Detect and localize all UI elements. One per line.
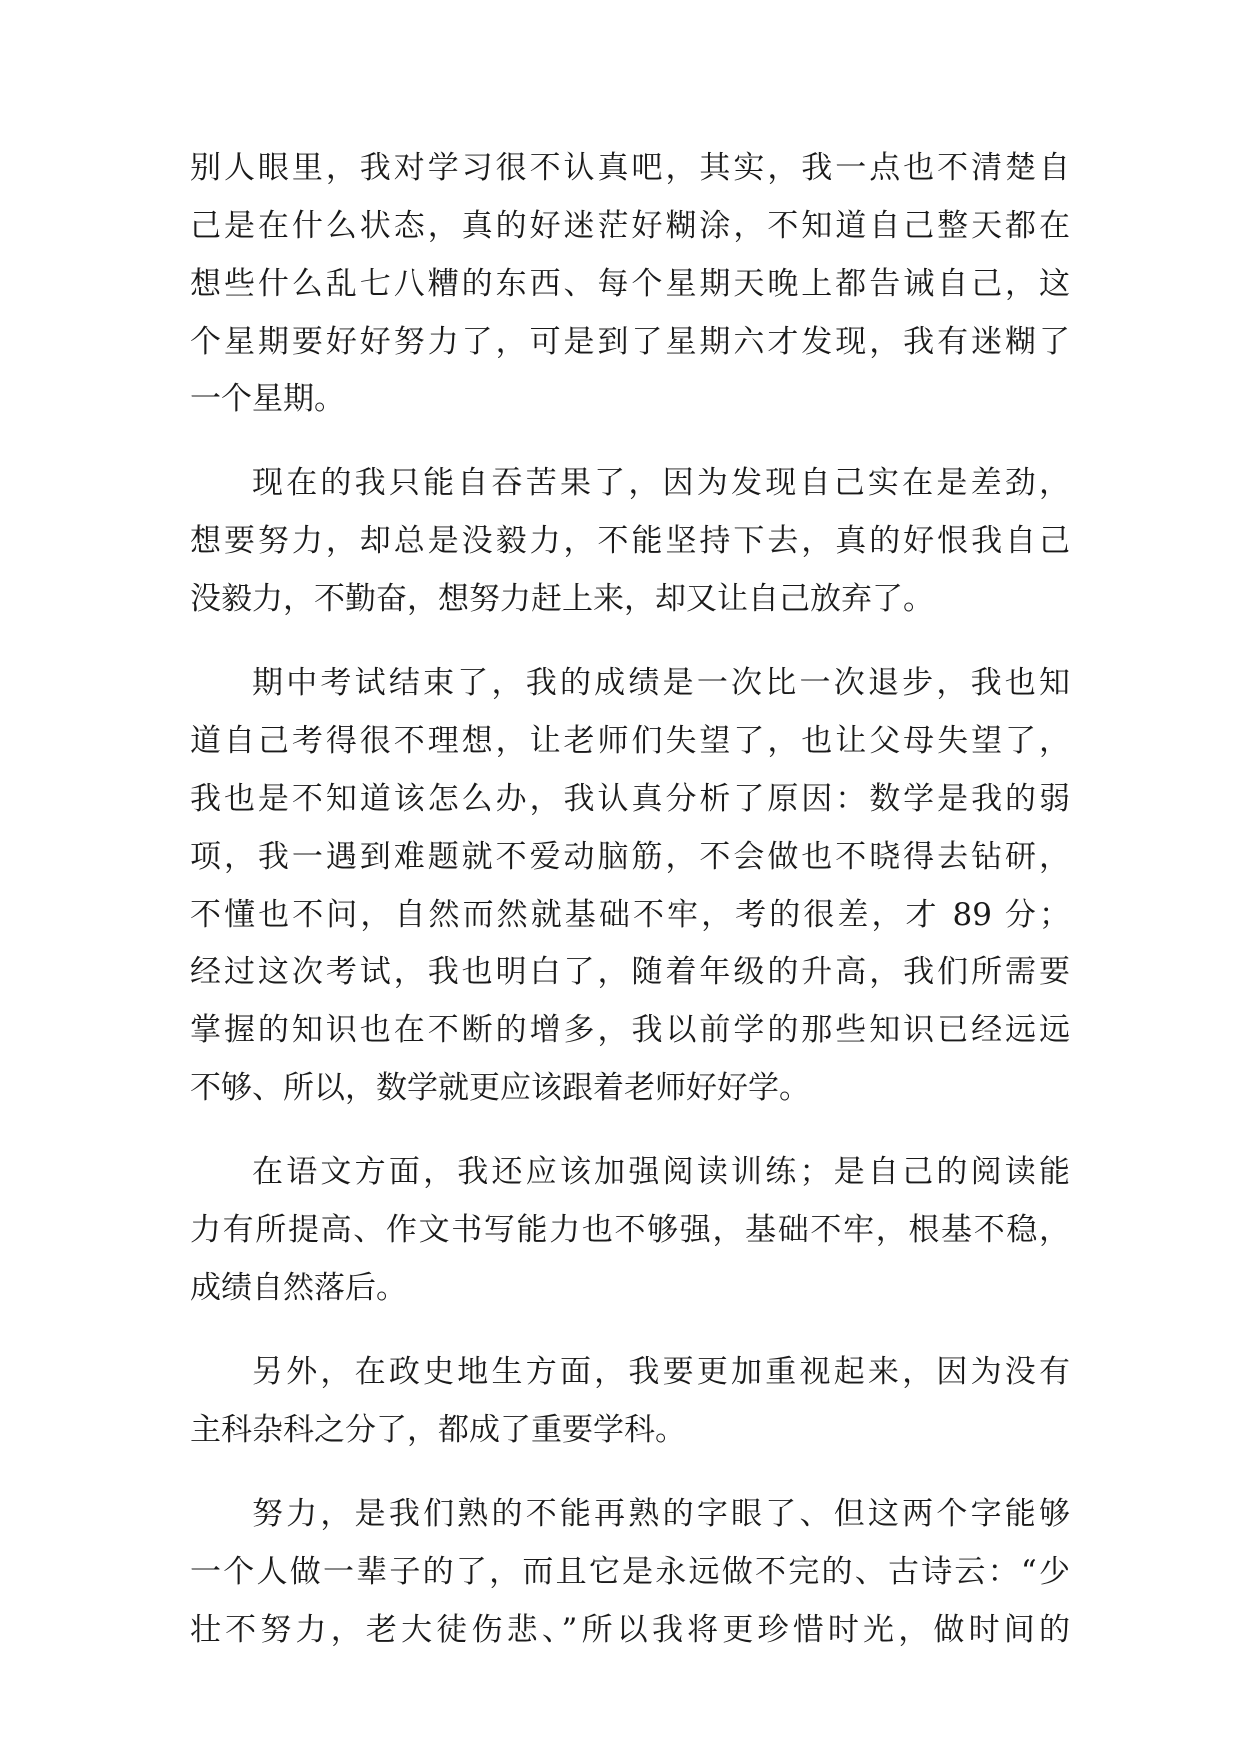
text-line: 不够、所以，数学就更应该跟着老师好好学。: [190, 1070, 810, 1106]
text-line: 不懂也不问，自然而然就基础不牢，考的很差，才 89 分；: [190, 897, 1070, 933]
text-line: 努力，是我们熟的不能再熟的字眼了、但这两个字能够: [252, 1496, 1070, 1532]
text-line: 另外，在政史地生方面，我要更加重视起来，因为没有: [252, 1354, 1070, 1390]
text-line: 没毅力，不勤奋，想努力赶上来，却又让自己放弃了。: [190, 581, 934, 617]
text-line: 想要努力，却总是没毅力，不能坚持下去，真的好恨我自己: [190, 523, 1070, 559]
text-line: 道自己考得很不理想，让老师们失望了，也让父母失望了，: [190, 723, 1070, 759]
text-line: 项，我一遇到难题就不爱动脑筋，不会做也不晓得去钻研，: [190, 839, 1070, 875]
text-line: 主科杂科之分了，都成了重要学科。: [190, 1412, 686, 1448]
text-line: 现在的我只能自吞苦果了，因为发现自己实在是差劲，: [252, 465, 1070, 501]
text-line: 壮不努力，老大徒伤悲、”所以我将更珍惜时光，做时间的: [190, 1612, 1070, 1648]
text-line: 一个星期。: [190, 381, 345, 417]
text-line: 成绩自然落后。: [190, 1270, 407, 1306]
text-line: 一个人做一辈子的了，而且它是永远做不完的、古诗云：“少: [190, 1554, 1070, 1590]
text-line: 期中考试结束了，我的成绩是一次比一次退步，我也知: [252, 665, 1070, 701]
text-line: 想些什么乱七八糟的东西、每个星期天晚上都告诫自己，这: [190, 266, 1070, 302]
text-line: 我也是不知道该怎么办，我认真分析了原因：数学是我的弱: [190, 781, 1070, 817]
text-line: 力有所提高、作文书写能力也不够强，基础不牢，根基不稳，: [190, 1212, 1070, 1248]
text-line: 在语文方面，我还应该加强阅读训练；是自己的阅读能: [252, 1154, 1070, 1190]
text-line: 己是在什么状态，真的好迷茫好糊涂，不知道自己整天都在: [190, 208, 1070, 244]
text-line: 掌握的知识也在不断的增多，我以前学的那些知识已经远远: [190, 1012, 1070, 1048]
text-line: 个星期要好好努力了，可是到了星期六才发现，我有迷糊了: [190, 324, 1070, 360]
text-line: 经过这次考试，我也明白了，随着年级的升高，我们所需要: [190, 954, 1070, 990]
text-line: 别人眼里，我对学习很不认真吧，其实，我一点也不清楚自: [190, 150, 1070, 186]
